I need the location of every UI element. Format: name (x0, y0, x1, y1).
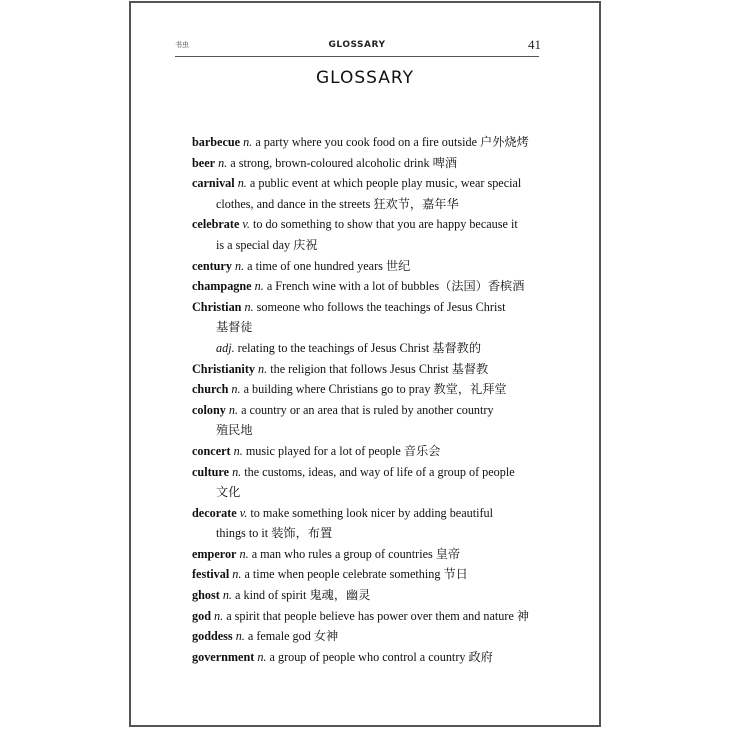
entry-term: celebrate (192, 217, 240, 232)
entry-term: colony (192, 402, 226, 417)
entry-term: champagne (192, 279, 252, 294)
entry-pos: n. (222, 588, 232, 603)
entry-definition: to make something look nicer by adding beautiful (250, 505, 494, 520)
entry-pos: v. (242, 217, 250, 232)
glossary-entry (192, 544, 552, 565)
glossary-entry (192, 379, 552, 400)
entry-pos: n. (257, 649, 267, 664)
entry-pos: n. (243, 135, 253, 149)
book-page (129, 1, 601, 727)
entry-term: goddess (192, 629, 233, 644)
entry-definition: the customs, ideas, and way of life of a group of people (244, 464, 515, 479)
entry-pos: n. (254, 279, 264, 294)
entry-pos: n. (232, 464, 242, 479)
glossary-entry (192, 441, 552, 462)
entry-pos: n. (231, 382, 241, 397)
entry-definition: a female god 女神 (247, 629, 339, 644)
entry-definition: a public event at which people play music, wear special (249, 176, 522, 191)
glossary-entry (192, 359, 552, 380)
entry-definition: the religion that follows Jesus Christ 基督教 (270, 361, 489, 376)
glossary-entry (192, 647, 552, 668)
glossary-entry-continuation (192, 523, 552, 544)
entry-pos: n. (234, 258, 245, 273)
entry-term: decorate (192, 505, 237, 520)
glossary-sub-entry (192, 338, 552, 359)
glossary-entry (192, 256, 552, 277)
entry-definition: a group of people who control a country 政府 (269, 649, 493, 664)
entry-term: church (192, 382, 229, 397)
page-title: GLOSSARY (315, 68, 415, 88)
glossary-entry (192, 400, 552, 421)
glossary-entry (192, 173, 552, 194)
entry-term: Christian (192, 299, 242, 314)
glossary-entry-continuation (192, 420, 552, 441)
glossary-entry (192, 297, 552, 318)
entry-term: beer (192, 155, 216, 170)
entry-pos: n. (239, 546, 249, 561)
entry-term: government (192, 649, 255, 664)
glossary-entry-continuation (192, 235, 552, 256)
glossary-entry (192, 626, 552, 647)
entry-pos: n. (218, 155, 228, 170)
entry-pos: n. (232, 567, 242, 582)
glossary-entry (192, 606, 552, 627)
glossary-entry (192, 132, 552, 153)
series-mark: 书虫 (175, 41, 189, 49)
entry-definition: a kind of spirit 鬼魂，幽灵 (235, 588, 371, 603)
entry-term: barbecue (192, 135, 241, 149)
entry-term: ghost (192, 588, 220, 603)
entry-definition: a party where you cook food on a fire outside 户外烧烤 (255, 135, 529, 149)
glossary-entry (192, 564, 552, 585)
glossary-list (192, 132, 552, 667)
page-number: 41 (528, 37, 541, 52)
entry-pos: n. (214, 608, 224, 623)
running-head (175, 38, 539, 57)
entry-definition: 基督徒 (216, 320, 253, 335)
glossary-entry (192, 462, 552, 483)
entry-pos: n. (244, 299, 254, 314)
entry-pos: n. (258, 361, 268, 376)
entry-definition: 殖民地 (216, 423, 253, 438)
entry-definition: a man who rules a group of countries 皇帝 (251, 546, 461, 561)
entry-definition: a country or an area that is ruled by another country (241, 402, 494, 417)
running-title: GLOSSARY (328, 40, 386, 50)
glossary-entry (192, 214, 552, 235)
entry-definition: relating to the teachings of Jesus Christ 基督教的 (237, 340, 482, 355)
entry-definition: a French wine with a lot of bubbles（法国）香槟酒 (266, 279, 525, 294)
entry-term: Christianity (192, 361, 255, 376)
entry-definition: clothes, and dance in the streets 狂欢节，嘉年华 (216, 196, 459, 211)
entry-pos: n. (235, 629, 245, 644)
entry-definition: someone who follows the teachings of Jesus Christ (256, 299, 506, 314)
entry-definition: a spirit that people believe has power over them and nature 神 (226, 608, 530, 623)
entry-pos: adj. (216, 340, 235, 355)
entry-term: culture (192, 464, 230, 479)
entry-term: concert (192, 443, 231, 458)
entry-pos: n. (228, 402, 239, 417)
entry-definition: to do something to show that you are happy because it (253, 217, 518, 232)
entry-definition: a strong, brown-coloured alcoholic drink 啤酒 (230, 155, 458, 170)
entry-definition: music played for a lot of people 音乐会 (245, 443, 441, 458)
glossary-entry (192, 153, 552, 174)
entry-definition: a building where Christians go to pray 教堂，礼拜堂 (243, 382, 507, 397)
entry-pos: n. (237, 176, 247, 191)
glossary-entry-continuation (192, 317, 552, 338)
entry-term: carnival (192, 176, 235, 191)
entry-term: festival (192, 567, 230, 582)
entry-definition: a time when people celebrate something 节日 (244, 567, 468, 582)
entry-definition: things to it 装饰，布置 (216, 526, 333, 541)
entry-term: century (192, 258, 232, 273)
entry-term: emperor (192, 546, 237, 561)
entry-definition: is a special day 庆祝 (216, 237, 318, 252)
entry-definition: 文化 (216, 485, 241, 500)
glossary-entry (192, 276, 552, 297)
glossary-entry-continuation (192, 482, 552, 503)
entry-definition: a time of one hundred years 世纪 (247, 258, 411, 273)
entry-pos: v. (239, 505, 248, 520)
glossary-entry (192, 585, 552, 606)
entry-term: god (192, 608, 211, 623)
entry-pos: n. (233, 443, 243, 458)
glossary-entry (192, 503, 552, 524)
glossary-entry-continuation (192, 194, 552, 215)
